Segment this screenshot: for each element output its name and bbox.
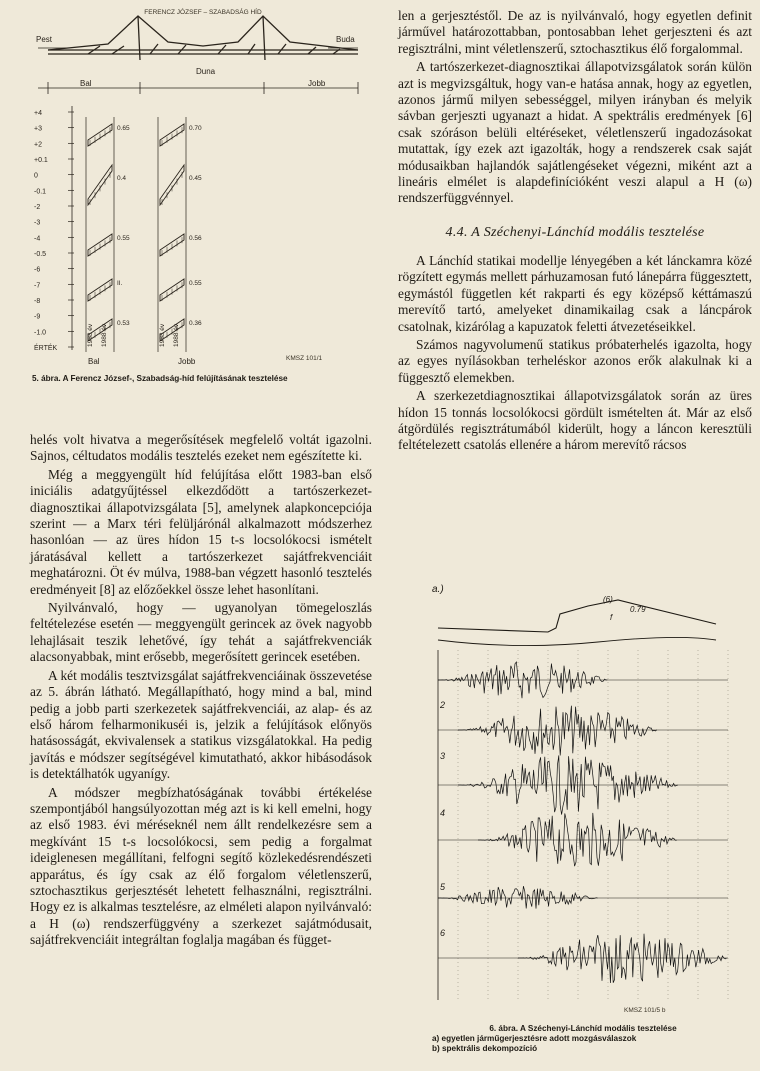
y-tick-label: -2 [34, 204, 41, 211]
band-value-label: 0.56 [189, 235, 202, 242]
y-tick-label: -0.1 [34, 188, 47, 196]
figure-6-vibration-traces [438, 662, 728, 983]
y-tick-label: -3 [34, 219, 41, 227]
figure-5-caption: 5. ábra. A Ferencz József-, Szabadság-híd felújításának tesztelése [32, 374, 288, 383]
trace-signal [478, 813, 677, 866]
annotation-1: (6) [603, 595, 613, 604]
bottom-label-right: Jobb [178, 357, 196, 366]
figure-6-caption-line-2: a) egyetlen járműgerjesztésre adott mozgásválaszok [432, 1034, 637, 1043]
bar-group-2 [158, 117, 202, 352]
annotation-2: f [610, 613, 613, 622]
trace-number: 4 [440, 808, 446, 818]
bar-group-1 [86, 117, 130, 352]
band-value-label: 0.55 [189, 280, 202, 287]
figure-6-caption-line-3: b) spektrális dekompozíció [432, 1044, 538, 1053]
band-value-label: 0.53 [117, 320, 130, 327]
figure-5-bar-groups [86, 117, 202, 352]
span-label-left: Bal [80, 79, 92, 88]
figure-5-drawing [28, 2, 368, 372]
vibration-trace-6 [438, 928, 728, 983]
bridge-sign: FERENCZ JÓZSEF – SZABADSÁG HÍD [144, 9, 262, 16]
bridge-silhouette [48, 16, 358, 60]
left-paragraph-2: Még a meggyengült híd felújítása előtt 1983-ban első iniciális adatgyűjtéssel elkezdődött a tartószerkezet-diagnosztikai állapotvizsgálata [5], amelynek alapkoncepciója szerint — a Marx téri felüljárónál alkalmazott módszerhez hasonlóan — az üres hídon 15 t-s locsolókocsi ismételt járatásával kellett a tartószerkezet sajátfrekvenciáit meghatározni. Öt év múlva, 1988-ban végzett hasonló tesztelés eredményeit [8] az előzőekkel össze lehet hasonlítani. [30, 466, 372, 597]
band-value-label: 0.55 [117, 235, 130, 242]
y-tick-label: -6 [34, 266, 41, 274]
y-tick-label: -0.5 [34, 251, 47, 258]
vibration-trace-2 [438, 700, 728, 756]
band-value-label: 0.4 [117, 175, 127, 182]
frequency-band [88, 165, 112, 205]
span-label-right: Jobb [308, 79, 326, 88]
band-value-label: 0.70 [189, 125, 202, 132]
vibration-trace-1 [438, 662, 728, 698]
left-paragraph-4: A két modális tesztvizsgálat sajátfrekvenciáinak összevetése az 5. ábrán látható. Megállapítható, hogy mind a bal, mind pedig a jobb parti szerkezetek sajátfrekvenciái, az alap- és az első három felharmonikuséi is, jelzik a felújítások előnyös hatásosságát, ekvivalensek a statikus vizsgálatokkal. Ha pedig javítás e módszer segítségével kimutatható, akkor hibásodások is detektálhatók ugyanígy. [30, 667, 372, 782]
y-tick-label: -8 [34, 298, 41, 305]
panel-label: a.) [432, 584, 444, 595]
left-paragraph-3: Nyilvánvaló, hogy — ugyanolyan tömegeloszlás feltételezése esetén — meggyengült gerincek az övek nagyobb lehajlásait teszik lehetővé, így tehát a sajátfrekvenciák alacsonyabbak, mint erősebb, megerősített gerincek esetében. [30, 600, 372, 665]
y-tick-label: +3 [34, 125, 42, 133]
y-tick-label: -7 [34, 282, 41, 290]
y-tick-label: ÉRTÉK [34, 345, 58, 352]
band-value-label: 0.65 [117, 125, 130, 132]
figure-5-stamp: KMSZ 101/1 [286, 355, 323, 362]
displacement-trace [438, 600, 716, 632]
y-tick-label: -4 [34, 235, 41, 243]
left-paragraph-5: A módszer megbízhatóságának további értékelése szempontjából hangsúlyozottan még azt is ki kell emelni, hogy az első 1983. évi méréseknél nem állt rendelkezésre sem a megkívánt 15 t-s locsolókocsi, sem pedig a forgalmat ideiglenesen megállítani, felfogni segítő közlekedésrendészeti apparátus, és így csak az élő forgalom véletlenszerű, sztochasztikus gerjesztését lehetett felhasználni, regisztrálni. Hogy ez is alkalmas tesztelésre, az elméleti alapon nyilvánvaló: a H (ω) rendszerfüggvény a szerkezet sajátmódusait, sajátfrekvenciáit integráltan foglalja magában és függet- [30, 784, 372, 948]
trace-number: 6 [440, 928, 446, 938]
y-tick-label: -9 [34, 313, 41, 321]
year-label: 1988 év [101, 323, 108, 347]
span-label-middle: Duna [196, 67, 216, 76]
frequency-band [160, 165, 184, 205]
figure-6-caption-line-1: 6. ábra. A Széchenyi-Lánchíd modális tesztelése [489, 1024, 677, 1033]
bottom-label-left: Bal [88, 357, 100, 366]
year-label: 1988 év [173, 323, 180, 347]
band-value-label: 0.36 [189, 320, 202, 327]
vibration-trace-4 [438, 808, 728, 866]
right-paragraph-5: A szerkezetdiagnosztikai állapotvizsgálatok során az üres hídon 15 tonnás locsolókocsi gördült ismételten át. Már az első átgördülés regisztrátumából kiderült, hogy a láncon keresztüli feltételezett csatolás ellenére a három merevítő rácsos [398, 388, 752, 453]
figure-6 [398, 580, 754, 1070]
right-paragraph-3: A Lánchíd statikai modellje lényegében a két lánckamra közé rögzített egymás mellett párhuzamosan futó lánepárra függesztett, egymástól független két rakparti és egy középső kéttámaszú merevítő tartó, amelyeket dinamikailag csak a láncpárok csatolnak, kizárólag a kapuzatok feletti átvezetéseikkel. [398, 252, 752, 334]
vibration-trace-3 [438, 751, 728, 815]
trace-signal [458, 755, 678, 814]
figure-5-y-ticks [34, 110, 74, 352]
figure-6-stamp: KMSZ 101/5 b [624, 1007, 666, 1014]
left-paragraph-1: helés volt hivatva a megerősítések megfelelő voltát igazolni. Sajnos, céltudatos modális tesztelés ezeket nem egészítette ki. [30, 432, 372, 464]
left-text-column [30, 432, 372, 949]
y-tick-label: +2 [34, 141, 42, 149]
band-value-label: II. [117, 280, 123, 287]
right-paragraph-1: len a gerjesztéstől. De az is nyilvánvaló, hogy egyetlen definit járművel határozottabban, pontosabban lehet gerjeszteni és azt regisztrálni, mint véletlenszerű, sztochasztikus élő forgalommal. [398, 8, 752, 56]
band-value-label: 0.45 [189, 175, 202, 182]
right-text-column [398, 8, 752, 454]
section-heading: 4.4. A Széchenyi-Lánchíd modális tesztelése [445, 224, 705, 240]
y-tick-label: 0 [34, 172, 38, 180]
figure-6-grid [438, 650, 728, 1000]
y-tick-label: +0.1 [34, 157, 48, 164]
trace-signal [438, 886, 598, 909]
y-tick-label: +4 [34, 110, 42, 117]
trace-signal [438, 662, 607, 698]
figure-5 [28, 2, 368, 392]
trace-number: 3 [440, 751, 446, 761]
figure-6-drawing [398, 580, 754, 1020]
year-label: 1983 év [159, 323, 166, 347]
left-bank-label: Pest [36, 35, 53, 44]
trace-number: 5 [440, 882, 446, 892]
annotation-3: 0.79 [630, 605, 646, 614]
year-label: 1983 év [87, 323, 94, 347]
trace-signal [518, 934, 727, 983]
right-bank-label: Buda [336, 35, 355, 44]
trace-number: 2 [440, 700, 446, 710]
reference-trace [438, 637, 716, 645]
y-tick-label: -1.0 [34, 329, 47, 337]
right-paragraph-4: Számos nagyvolumenű statikus próbaterhelés igazolta, hogy az egyes nyílásokban terheléskor azonos erők alakulnak ki a függesztő elemekben. [398, 336, 752, 385]
figure-6-caption [418, 1024, 748, 1054]
vibration-trace-5 [438, 882, 728, 909]
right-paragraph-2: A tartószerkezet-diagnosztikai állapotvizsgálatok során külön azt is megvizsgáltuk, hogy van-e hatása annak, hogy az egyetlen, azonos jármű milyen sebességgel, milyen irányban és melyik sávban gerjeszti ugyanazt a hidat. A spektrális eredmények [6] csak szóráson belüli eltéréseket, véletlenszerű ingadozásokat mutattak, így ezek azt igazolták, hogy a rendszerek csak saját módusaikban hajlandók sajátlengéseket végezni, miként azt a lineáris elmélet is alapdefinícióként veszi alapul a H (ω) rendszerfüggvénnyel. [398, 59, 752, 206]
